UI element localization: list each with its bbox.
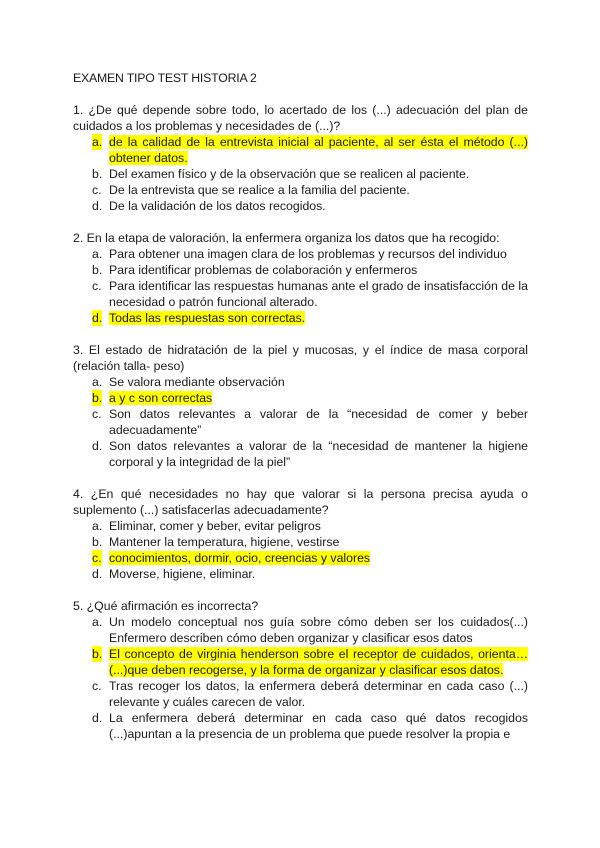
question-3 xyxy=(73,342,528,470)
question-5 xyxy=(73,598,528,742)
option-letter: d. xyxy=(92,199,103,213)
option-d xyxy=(73,198,528,214)
option-a xyxy=(73,374,528,390)
question-text: 2. En la etapa de valoración, la enfermera organiza los datos que ha recogido: xyxy=(73,231,500,245)
option-b xyxy=(73,534,528,550)
option-c xyxy=(73,406,528,438)
question-text: 1. ¿De qué depende sobre todo, lo acertado de los (...) adecuación del plan de cuidados a los problemas y necesidades de (...)? xyxy=(73,103,528,133)
option-text: Son datos relevantes a valorar de la “necesidad de mantener la higiene corporal y la integridad de la piel” xyxy=(109,439,528,469)
option-text: Moverse, higiene, eliminar. xyxy=(109,567,256,581)
question-2 xyxy=(73,230,528,326)
document-page xyxy=(73,70,528,758)
option-d-correct xyxy=(73,310,528,326)
option-text: Son datos relevantes a valorar de la “necesidad de comer y beber adecuadamente” xyxy=(109,407,528,437)
option-b xyxy=(73,166,528,182)
option-text: conocimientos, dormir, ocio, creencias y valores xyxy=(109,551,371,565)
question-4 xyxy=(73,486,528,582)
option-letter: a. xyxy=(92,135,103,149)
option-letter: d. xyxy=(92,711,103,725)
option-text: Para identificar las respuestas humanas ante el grado de insatisfacción de la necesidad o patrón funcional alterado. xyxy=(109,279,528,309)
option-text: Tras recoger los datos, la enfermera deberá determinar en cada caso (...) relevante y cuáles carecen de valor. xyxy=(109,679,528,709)
option-letter: b. xyxy=(92,167,103,181)
question-text: 5. ¿Qué afirmación es incorrecta? xyxy=(73,599,259,613)
option-text: a y c son correctas xyxy=(109,391,213,405)
options-list xyxy=(73,614,528,742)
option-text: El concepto de virginia henderson sobre el receptor de cuidados, orienta…(...)que deben recogerse, y la forma de organizar y clasificar esos datos. xyxy=(109,647,528,677)
option-a xyxy=(73,518,528,534)
option-letter: c. xyxy=(92,407,102,421)
option-text: Un modelo conceptual nos guía sobre cómo deben ser los cuidados(...) Enfermero describen cómo deben organizar y clasificar esos datos xyxy=(109,615,528,645)
option-a-correct xyxy=(73,134,528,166)
option-text: Se valora mediante observación xyxy=(109,375,285,389)
option-letter: c. xyxy=(92,279,102,293)
option-letter: a. xyxy=(92,247,103,261)
question-text: 4. ¿En qué necesidades no hay que valorar si la persona precisa ayuda o suplemento (...) satisfacerlas adecuadamente? xyxy=(73,487,528,517)
option-text: Del examen físico y de la observación que se realicen al paciente. xyxy=(109,167,470,181)
option-letter: d. xyxy=(92,439,103,453)
option-letter: a. xyxy=(92,375,103,389)
options-list xyxy=(73,134,528,214)
option-d xyxy=(73,438,528,470)
option-letter: d. xyxy=(92,567,103,581)
options-list xyxy=(73,246,528,326)
option-text: Mantener la temperatura, higiene, vestirse xyxy=(109,535,340,549)
option-d xyxy=(73,566,528,582)
option-letter: c. xyxy=(92,679,102,693)
option-text: Para identificar problemas de colaboración y enfermeros xyxy=(109,263,418,277)
option-b-correct xyxy=(73,646,528,678)
option-d xyxy=(73,710,528,742)
option-text: De la validación de los datos recogidos. xyxy=(109,199,326,213)
option-text: Eliminar, comer y beber, evitar peligros xyxy=(109,519,321,533)
option-c xyxy=(73,278,528,310)
option-c xyxy=(73,182,528,198)
document-title: EXAMEN TIPO TEST HISTORIA 2 xyxy=(73,71,257,85)
option-letter: d. xyxy=(92,311,103,325)
option-text: Todas las respuestas son correctas. xyxy=(109,311,306,325)
options-list xyxy=(73,374,528,470)
option-text: de la calidad de la entrevista inicial al paciente, al ser ésta el método (...) obtener datos. xyxy=(109,135,528,165)
option-a xyxy=(73,614,528,646)
option-b-correct xyxy=(73,390,528,406)
option-text: De la entrevista que se realice a la familia del paciente. xyxy=(109,183,410,197)
option-letter: b. xyxy=(92,647,103,661)
options-list xyxy=(73,518,528,582)
option-letter: b. xyxy=(92,391,103,405)
option-c-correct xyxy=(73,550,528,566)
option-c xyxy=(73,678,528,710)
option-b xyxy=(73,262,528,278)
option-letter: a. xyxy=(92,615,103,629)
option-letter: b. xyxy=(92,263,103,277)
option-letter: c. xyxy=(92,551,102,565)
question-1 xyxy=(73,102,528,214)
option-text: La enfermera deberá determinar en cada caso qué datos recogidos (...)apuntan a la presencia de un problema que puede resolver la propia e xyxy=(109,711,528,741)
option-letter: c. xyxy=(92,183,102,197)
option-a xyxy=(73,246,528,262)
option-letter: a. xyxy=(92,519,103,533)
option-letter: b. xyxy=(92,535,103,549)
question-text: 3. El estado de hidratación de la piel y mucosas, y el índice de masa corporal (relación talla- peso) xyxy=(73,343,528,373)
option-text: Para obtener una imagen clara de los problemas y recursos del individuo xyxy=(109,247,507,261)
